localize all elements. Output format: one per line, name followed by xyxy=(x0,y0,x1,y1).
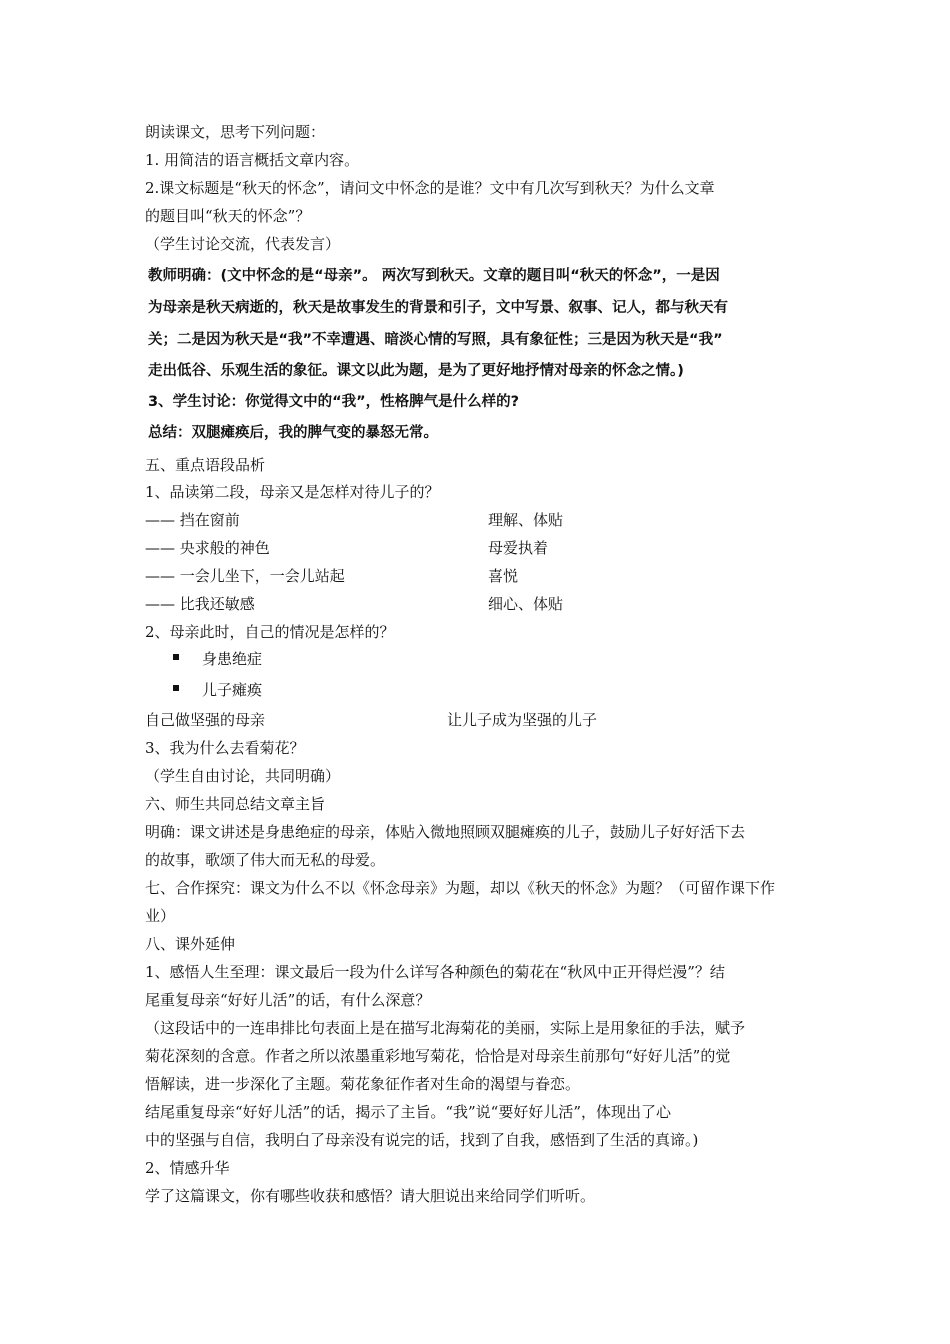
teacher-clarification-line-1: 教师明确：(文中怀念的是“母亲”。 两次写到秋天。文章的题目叫“秋天的怀念”，一是因 xyxy=(148,268,720,284)
theme-line-2: 的故事，歌颂了伟大而无私的母爱。 xyxy=(145,851,386,869)
pair-left-2: —— 央求般的神色 xyxy=(145,539,270,557)
section-7-line-1: 七、合作探究：课文为什么不以《怀念母亲》为题，却以《秋天的怀念》为题？（可留作课下作 xyxy=(145,879,776,897)
pair-left-1: —— 挡在窗前 xyxy=(145,511,240,529)
bullet-marker-1 xyxy=(173,654,179,660)
question-2-line-2: 的题目叫“秋天的怀念”？ xyxy=(145,207,311,225)
pair-right-4: 细心、体贴 xyxy=(488,595,564,613)
extension-answer-line-3: 悟解读，进一步深化了主题。菊花象征作者对生命的渴望与眷恋。 xyxy=(145,1075,581,1093)
conclusion-left: 自己做坚强的母亲 xyxy=(145,711,266,729)
pair-right-3: 喜悦 xyxy=(488,567,519,585)
section-5-question-2: 2、母亲此时，自己的情况是怎样的？ xyxy=(145,623,395,641)
summary-line: 总结：双腿瘫痪后，我的脾气变的暴怒无常。 xyxy=(148,425,438,441)
extension-answer-line-4: 结尾重复母亲“好好儿活”的话，揭示了主旨。“我”说“要好好儿活”，体现出了心 xyxy=(145,1103,672,1121)
section-5-question-3: 3、我为什么去看菊花？ xyxy=(145,739,305,757)
pair-left-4: —— 比我还敏感 xyxy=(145,595,255,613)
emotion-heading: 2、情感升华 xyxy=(145,1159,230,1177)
teacher-clarification-line-3: 关；二是因为秋天是“我”不幸遭遇、暗淡心情的写照，具有象征性；三是因为秋天是“我” xyxy=(148,332,723,348)
discussion-note: （学生讨论交流，代表发言） xyxy=(145,235,341,253)
bullet-item-1: 身患绝症 xyxy=(202,650,263,668)
closing-line: 学了这篇课文，你有哪些收获和感悟？请大胆说出来给同学们听听。 xyxy=(145,1187,596,1205)
extension-answer-line-5: 中的坚强与自信，我明白了母亲没有说完的话，找到了自我，感悟到了生活的真谛。) xyxy=(145,1131,699,1149)
teacher-clarification-line-2: 为母亲是秋天病逝的，秋天是故事发生的背景和引子，文中写景、叙事、记人，都与秋天有 xyxy=(148,300,728,316)
bullet-item-2: 儿子瘫痪 xyxy=(202,681,263,699)
extension-answer-line-2: 菊花深刻的含意。作者之所以浓墨重彩地写菊花，恰恰是对母亲生前那句“好好儿活”的觉 xyxy=(145,1047,731,1065)
section-7-line-2: 业） xyxy=(145,907,176,925)
bullet-marker-2 xyxy=(173,685,179,691)
extension-answer-line-1: （这段话中的一连串排比句表面上是在描写北海菊花的美丽，实际上是用象征的手法，赋予 xyxy=(145,1019,746,1037)
section-6-heading: 六、师生共同总结文章主旨 xyxy=(145,795,326,813)
section-5-question-1: 1、品读第二段，母亲又是怎样对待儿子的？ xyxy=(145,483,440,501)
question-2-line-1: 2.课文标题是“秋天的怀念”，请问文中怀念的是谁？文中有几次写到秋天？为什么文章 xyxy=(145,179,715,197)
pair-right-2: 母爱执着 xyxy=(488,539,549,557)
extension-question-line-1: 1、感悟人生至理：课文最后一段为什么详写各种颜色的菊花在“秋风中正开得烂漫”？结 xyxy=(145,963,725,981)
section-5-heading: 五、重点语段品析 xyxy=(145,456,266,474)
extension-question-line-2: 尾重复母亲“好好儿活”的话，有什么深意？ xyxy=(145,991,431,1009)
conclusion-right: 让儿子成为坚强的儿子 xyxy=(447,711,598,729)
pair-right-1: 理解、体贴 xyxy=(488,511,564,529)
theme-line-1: 明确：课文讲述是身患绝症的母亲，体贴入微地照顾双腿瘫痪的儿子，鼓励儿子好好活下去 xyxy=(145,823,746,841)
student-discussion-question: 3、学生讨论：你觉得文中的“我”，性格脾气是什么样的? xyxy=(148,394,520,410)
pair-left-3: —— 一会儿坐下，一会儿站起 xyxy=(145,567,345,585)
section-8-heading: 八、课外延伸 xyxy=(145,935,236,953)
teacher-clarification-line-4: 走出低谷、乐观生活的象征。课文以此为题，是为了更好地抒情对母亲的怀念之情。) xyxy=(148,363,684,379)
question-1: 1. 用简洁的语言概括文章内容。 xyxy=(145,151,360,169)
intro-line: 朗读课文，思考下列问题： xyxy=(145,123,326,141)
free-discussion-note: （学生自由讨论，共同明确） xyxy=(145,767,341,785)
